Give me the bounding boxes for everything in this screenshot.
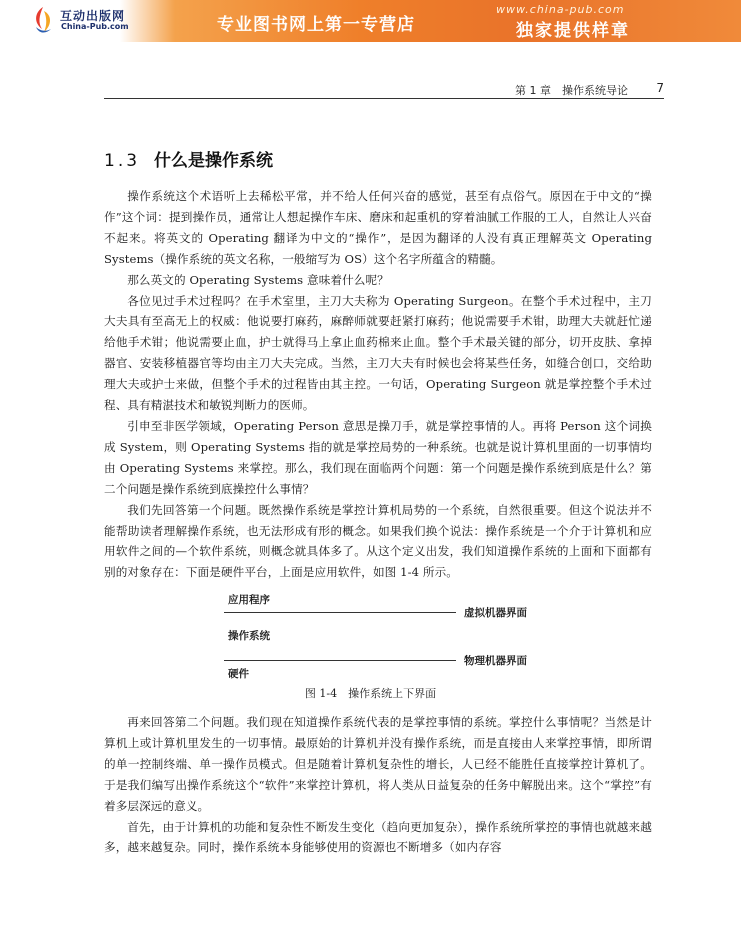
site-url[interactable]: www.china-pub.com	[496, 3, 625, 16]
chapter-title: 第 1 章 操作系统导论	[515, 84, 628, 97]
banner	[0, 0, 741, 42]
paragraph: 首先，由于计算机的功能和复杂性不断发生变化（趋向更加复杂），操作系统所掌控的事情也就越来越多，越来越复杂。同时，操作系统本身能够使用的资源也不断增多（如内存容	[104, 819, 652, 855]
section-heading	[104, 146, 273, 171]
banner-slogan: 专业图书网上第一专营店	[217, 15, 415, 35]
layer-os: 操作系统	[228, 630, 270, 642]
section-title: 什么是操作系统	[154, 151, 274, 171]
virtual-interface-line	[224, 612, 456, 613]
paragraph: 再来回答第二个问题。我们现在知道操作系统代表的是掌控事情的系统。掌控什么事情呢？当然是计算机上或计算机里发生的一切事情。最原始的计算机并没有操作系统，而是直接由人来掌控事情，即所谓的单一控制终端、单一操作员模式。但是随着计算机复杂性的增长，人已经不能胜任直接掌控计算机了。于是我们编写出操作系统这个“软件”来掌控计算机，将人类从日益复杂的任务中解脱出来。这个“掌控”有着多层深远的意义。	[104, 715, 652, 813]
paragraph: 引申至非医学领域，Operating Person 意思是操刀手，就是掌控事情的人。再将 Person 这个词换成 System，则 Operating Systems 指的就是掌控局势的一种系统。也就是说计算机里面的一切事情均由 Operating Systems 来掌控。那么，我们现在面临两个问题：第一个问题是操作系统到底是什么？第二个问题是操作系统到底操控什么事情？	[104, 418, 652, 496]
exclusive-label: 独家提供样章	[516, 21, 630, 41]
page-number: 7	[656, 81, 664, 95]
paragraph: 我们先回答第一个问题。既然操作系统是掌控计算机局势的一个系统，自然很重要。但这个说法并不能帮助读者理解操作系统，也无法形成有形的概念。如果我们换个说法：操作系统是一个介于计算机和应用软件之间的—个软件系统，则概念就具体多了。从这个定义出发，我们知道操作系统的上面和下面都有别的对象存在：下面是硬件平台，上面是应用软件，如图 1-4 所示。	[104, 502, 652, 580]
paragraph: 操作系统这个术语听上去稀松平常，并不给人任何兴奋的感觉，甚至有点俗气。原因在于中文的“操作”这个词：提到操作员，通常让人想起操作车床、磨床和起重机的穿着油腻工作服的工人，自然让人兴奋不起来。将英文的 Operating 翻译为中文的“操作”，是因为翻译的人没有真正理解英文 Operating Systems（操作系统的英文名称，一般缩写为 OS）这个名字所蕴含的精髓。	[104, 189, 652, 266]
body-text	[104, 186, 652, 583]
logo-subtitle: China-Pub.com	[61, 22, 129, 31]
virtual-interface-label: 虚拟机器界面	[464, 607, 527, 619]
physical-interface-label: 物理机器界面	[464, 655, 527, 667]
running-head	[104, 80, 664, 99]
figure-os-layers	[224, 592, 544, 678]
body-text-continued	[104, 712, 652, 858]
figure-caption: 图 1-4 操作系统上下界面	[304, 687, 437, 700]
china-pub-logo-icon	[30, 5, 56, 35]
layer-hardware: 硬件	[228, 668, 249, 680]
paragraph: 各位见过手术过程吗？在手术室里，主刀大夫称为 Operating Surgeon。在整个手术过程中，主刀大夫具有至高无上的权威：他说要打麻药，麻醉师就要赶紧打麻药；他说需要手术钳，助理大夫就赶忙递给他手术钳；他说需要止血，护士就得马上拿止血药棉来止血。整个手术最关键的部分，切开皮肤、拿掉器官、安装移植器官等均由主刀大夫完成。当然，主刀大夫有时候也会将某些任务，如缝合创口，交给助理大夫或护士来做，但整个手术的过程皆由其主控。一句话，Operating Surgeon 就是掌控整个手术过程、具有精湛技术和敏锐判断力的医师。	[104, 293, 652, 413]
paragraph: 那么英文的 Operating Systems 意味着什么呢？	[127, 272, 389, 287]
logo-title: 互动出版网	[60, 9, 126, 23]
section-number: 1.3	[104, 151, 141, 171]
physical-interface-line	[224, 660, 456, 661]
layer-application: 应用程序	[228, 594, 270, 606]
